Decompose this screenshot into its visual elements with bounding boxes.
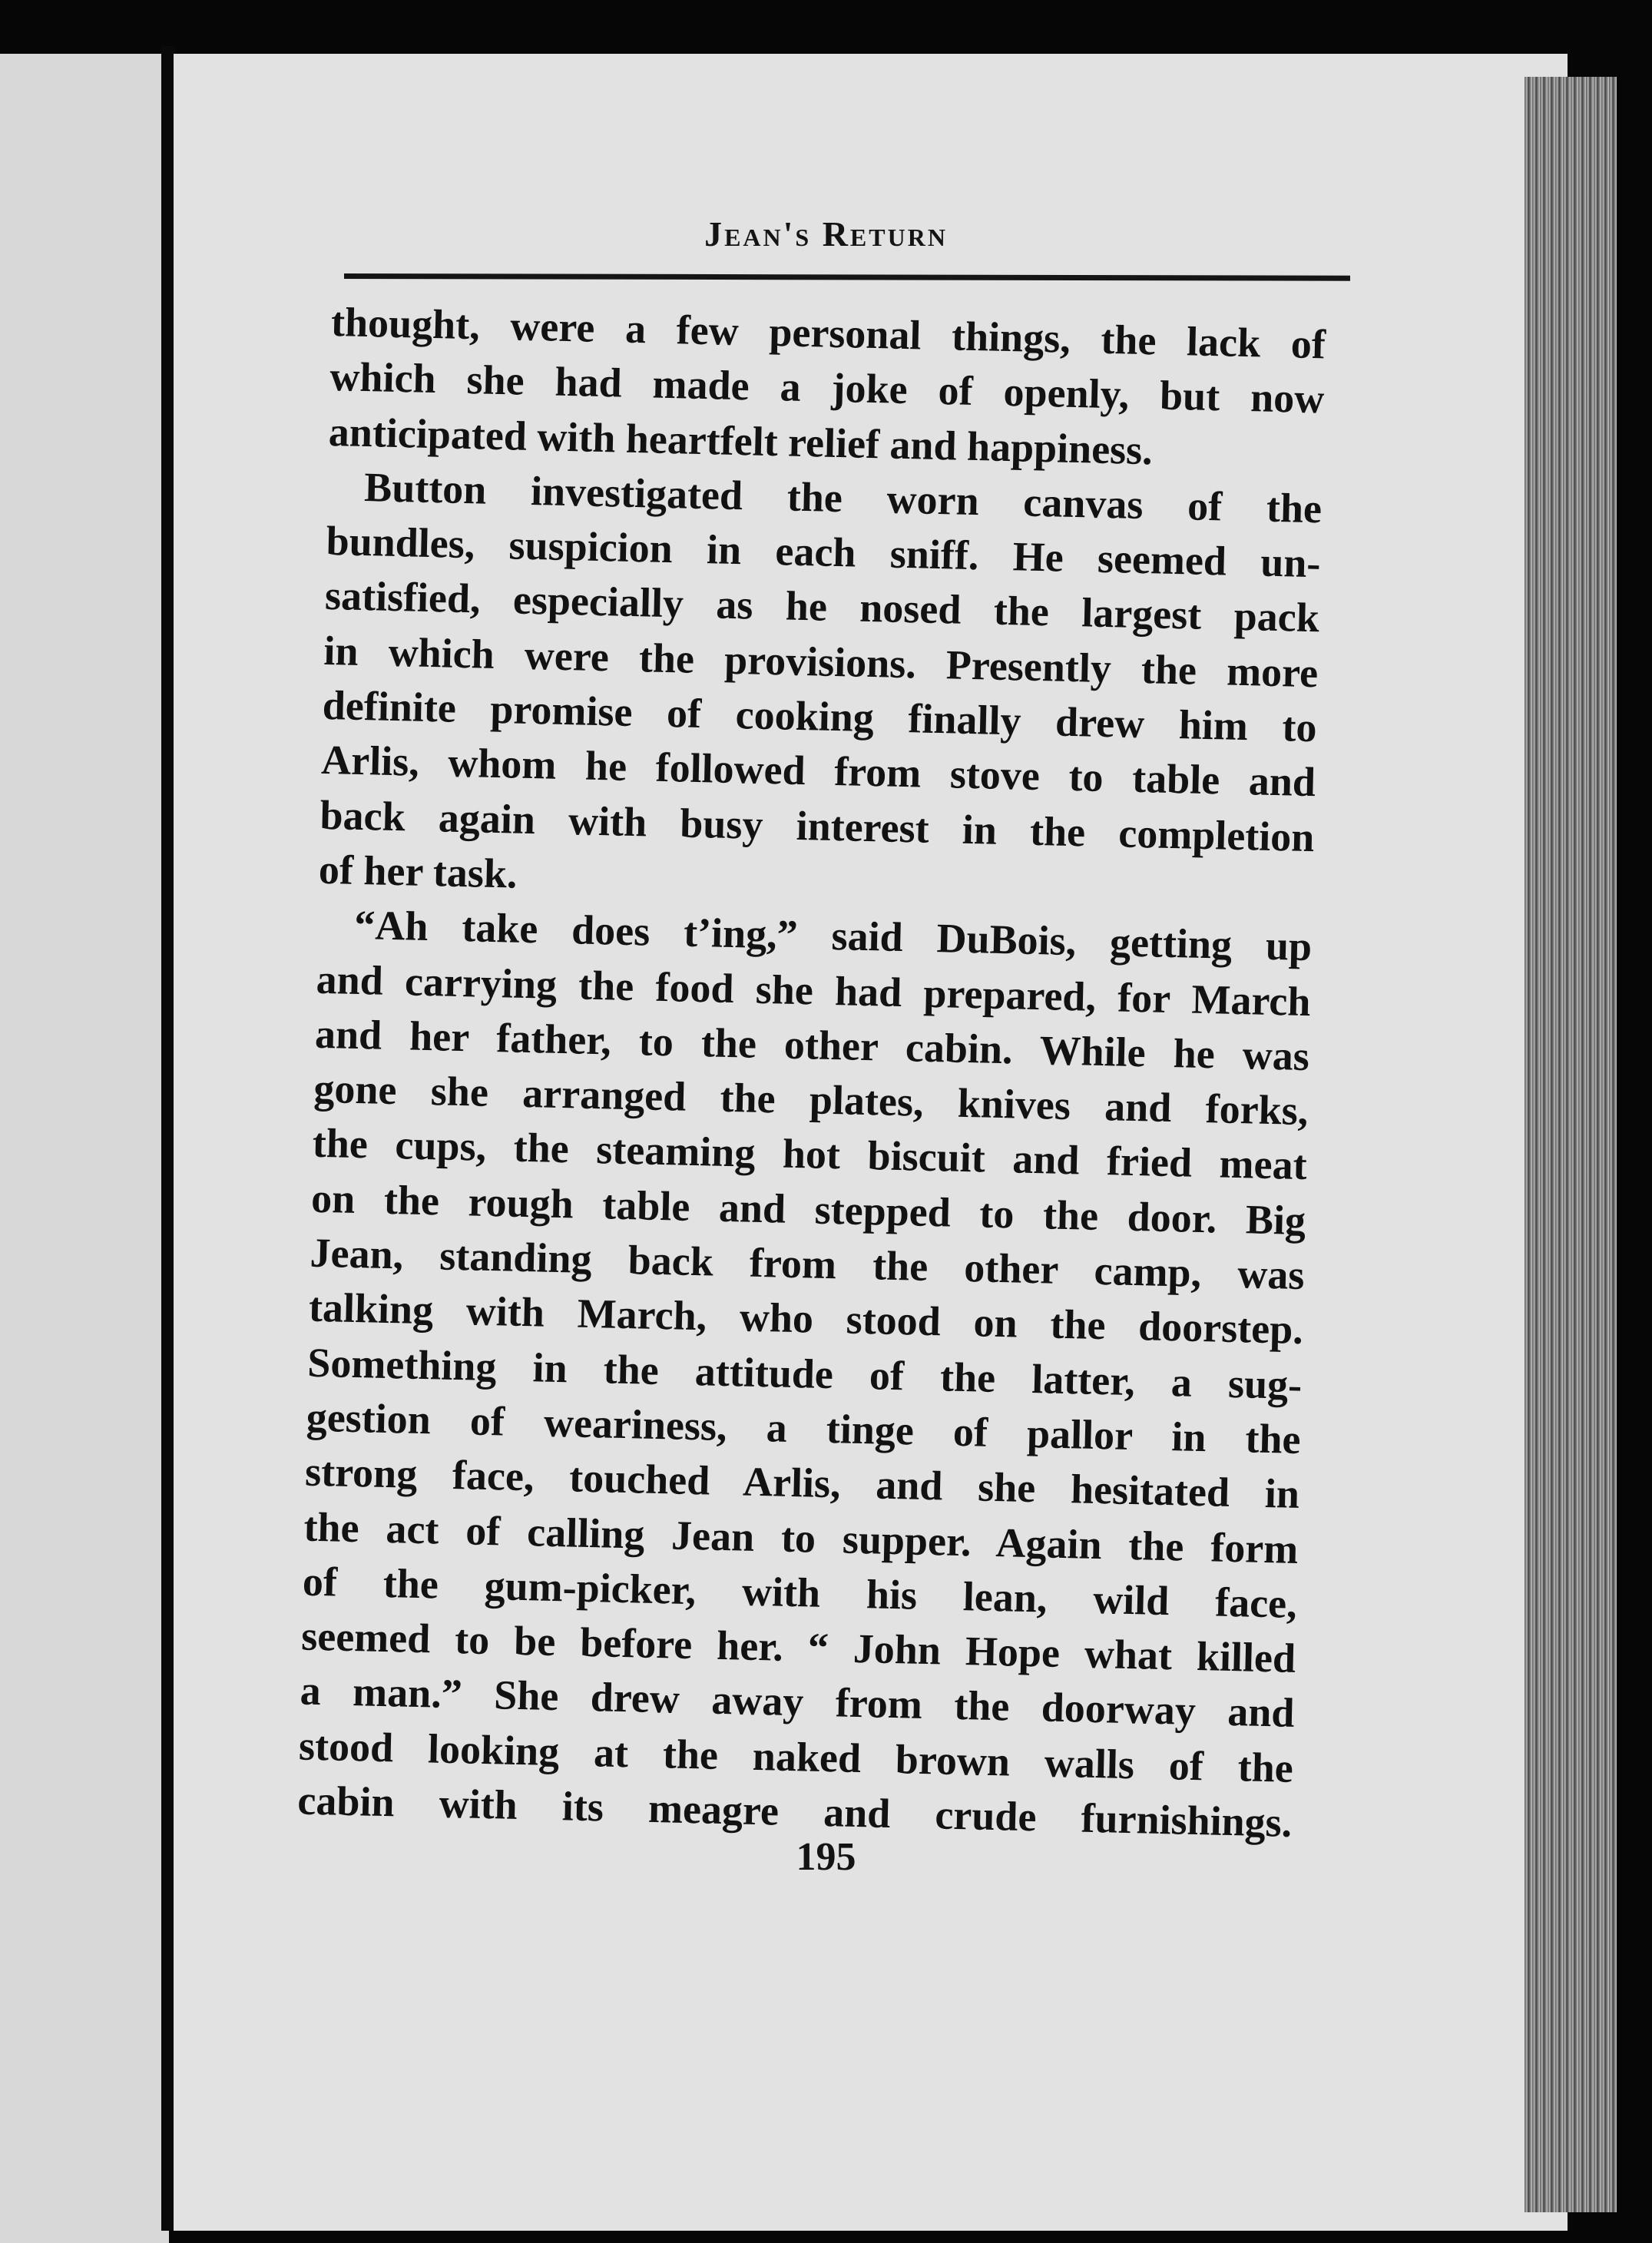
text-line: “Ah take does t’ing,” said DuBois, getting up — [353, 902, 1313, 970]
text-line: definite promise of cooking finally drew him to — [322, 681, 1318, 751]
facing-page-edge — [0, 54, 169, 2243]
text-line: Button investigated the worn canvas of the — [363, 463, 1323, 532]
text-line: Jean, standing back from the other camp, was — [310, 1229, 1306, 1299]
text-line: the act of calling Jean to supper. Again the form — [303, 1503, 1299, 1572]
body-text — [297, 295, 1326, 1850]
text-line: Arlis, whom he followed from stove to table and — [320, 737, 1316, 806]
text-line: talking with March, who stood on the doorstep. — [308, 1284, 1304, 1353]
text-line: and her father, to the other cabin. While he was — [314, 1010, 1310, 1079]
page-number: 195 — [796, 1835, 856, 1879]
text-line: in which were the provisions. Presently the more — [323, 627, 1319, 697]
page-stack-edge — [1525, 77, 1617, 2212]
text-line: gestion of weariness, a tinge of pallor in the — [306, 1393, 1302, 1463]
text-line: which she had made a joke of openly, but now — [329, 353, 1325, 422]
text-line: cabin with its meagre and crude furnishings. — [296, 1777, 1293, 1846]
text-line: Something in the attitude of the latter, a sug- — [306, 1339, 1303, 1408]
text-line: satisfied, especially as he nosed the largest pack — [324, 572, 1320, 641]
text-line: stood looking at the naked brown walls of the — [298, 1722, 1294, 1791]
text-line: anticipated with heartfelt relief and happiness. — [328, 408, 1154, 473]
text-line: bundles, suspicion in each sniff. He seemed un- — [326, 518, 1322, 587]
running-head: Jean's Return — [704, 214, 948, 253]
text-line: a man.” She drew away from the doorway and — [300, 1667, 1296, 1737]
text-line: the cups, the steaming hot biscuit and fried meat — [312, 1120, 1308, 1189]
text-line: on the rough table and stepped to the door. Big — [310, 1175, 1306, 1244]
text-line: back again with busy interest in the completion — [319, 791, 1315, 860]
text-line: strong face, touched Arlis, and she hesitated in — [304, 1448, 1300, 1518]
text-line: thought, were a few personal things, the lack of — [330, 298, 1326, 368]
text-line: of the gum-picker, with his lean, wild face, — [302, 1558, 1298, 1627]
text-line: of her task. — [318, 846, 518, 897]
text-line: and carrying the food she had prepared, for March — [316, 956, 1312, 1025]
text-line: gone she arranged the plates, knives and forks, — [313, 1065, 1309, 1135]
text-line: seemed to be before her. “ John Hope what killed — [300, 1612, 1296, 1682]
